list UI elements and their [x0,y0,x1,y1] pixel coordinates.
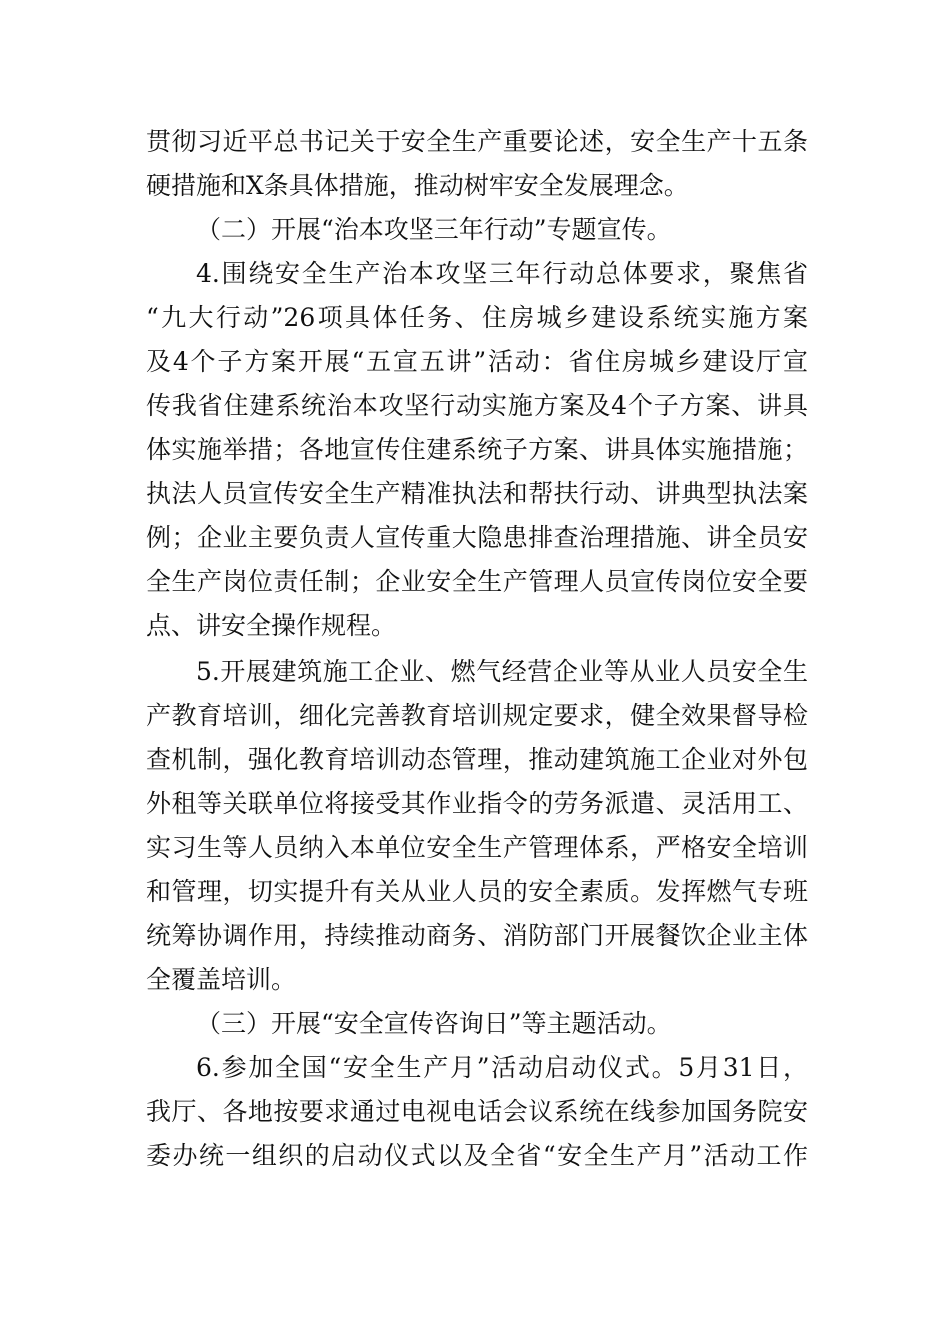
paragraph-line: 委办统一组织的启动仪式以及全省“安全生产月”活动工作 [146,1141,808,1170]
paragraph-line: 硬措施和X条具体措施，推动树牢安全发展理念。 [146,171,689,200]
paragraph-line: 及4个子方案开展“五宣五讲”活动：省住房城乡建设厅宣 [146,347,808,376]
paragraph-line: 例；企业主要负责人宣传重大隐患排查治理措施、讲全员安 [146,523,808,552]
paragraph-line: 和管理，切实提升有关从业人员的安全素质。发挥燃气专班 [146,877,808,906]
section-heading: （三）开展“安全宣传咨询日”等主题活动。 [196,1009,672,1038]
paragraph-line: 6.参加全国“安全生产月”活动启动仪式。5月31日， [196,1053,808,1082]
paragraph-line: 查机制，强化教育培训动态管理，推动建筑施工企业对外包 [146,745,808,774]
paragraph-line: 传我省住建系统治本攻坚行动实施方案及4个子方案、讲具 [146,391,808,420]
paragraph-line: 全生产岗位责任制；企业安全生产管理人员宣传岗位安全要 [146,567,808,596]
paragraph-line: “九大行动”26项具体任务、住房城乡建设系统实施方案 [146,303,808,332]
paragraph-line: 贯彻习近平总书记关于安全生产重要论述，安全生产十五条 [146,127,808,156]
paragraph-line: 全覆盖培训。 [146,965,297,994]
section-heading: （二）开展“治本攻坚三年行动”专题宣传。 [196,215,672,244]
paragraph-line: 我厅、各地按要求通过电视电话会议系统在线参加国务院安 [146,1097,808,1126]
paragraph-line: 统筹协调作用，持续推动商务、消防部门开展餐饮企业主体 [146,921,808,950]
paragraph-line: 4.围绕安全生产治本攻坚三年行动总体要求，聚焦省 [196,259,808,288]
paragraph-line: 产教育培训，细化完善教育培训规定要求，健全效果督导检 [146,701,808,730]
paragraph-line: 外租等关联单位将接受其作业指令的劳务派遣、灵活用工、 [146,789,808,818]
paragraph-line: 点、讲安全操作规程。 [146,611,397,640]
paragraph-line: 体实施举措；各地宣传住建系统子方案、讲具体实施措施； [146,435,808,464]
paragraph-line: 实习生等人员纳入本单位安全生产管理体系，严格安全培训 [146,833,808,862]
paragraph-line: 执法人员宣传安全生产精准执法和帮扶行动、讲典型执法案 [146,479,808,508]
paragraph-line: 5.开展建筑施工企业、燃气经营企业等从业人员安全生 [196,657,808,686]
